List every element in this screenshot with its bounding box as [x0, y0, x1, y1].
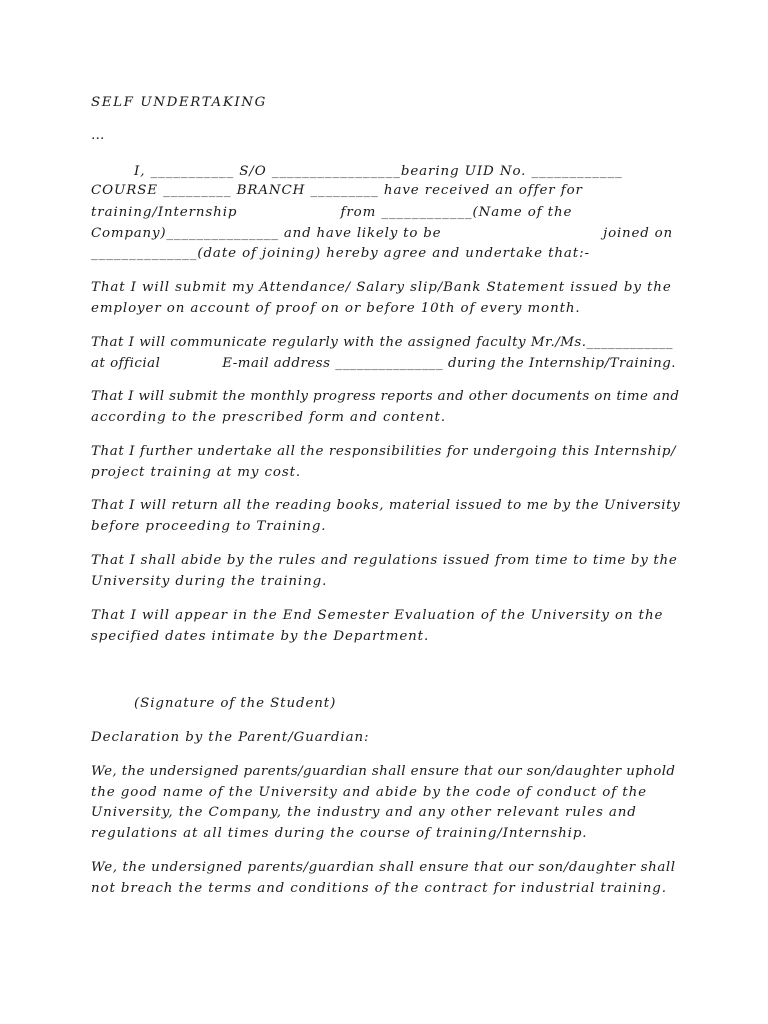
declaration-line: not breach the terms and conditions of the contract for industrial training. [91, 881, 667, 896]
intro-line: training/Internship from ____________(Name of the [91, 205, 573, 220]
clause-line: project training at my cost. [91, 465, 302, 480]
intro-line: I, ___________ S/O _________________bearing UID No. ____________ [134, 164, 623, 179]
clause-line: That I will communicate regularly with the assigned faculty Mr./Ms.____________ [91, 335, 673, 350]
clause-line: according to the prescribed form and content. [91, 410, 446, 425]
declaration-line: We, the undersigned parents/guardian shall ensure that our son/daughter uphold [91, 764, 676, 779]
document-title: SELF UNDERTAKING [91, 95, 267, 110]
clause-line: That I will appear in the End Semester Evaluation of the University on the [91, 608, 664, 623]
clause-line: specified dates intimate by the Department. [91, 629, 430, 644]
clause-line: That I will return all the reading books, material issued to me by the University [91, 498, 681, 513]
declaration-line: We, the undersigned parents/guardian shall ensure that our son/daughter shall [91, 860, 676, 875]
declaration-line: regulations at all times during the course of training/Internship. [91, 826, 588, 841]
clause-line: employer on account of proof on or before 10th of every month. [91, 301, 581, 316]
declaration-line: University, the Company, the industry and any other relevant rules and [91, 805, 637, 820]
intro-line: COURSE _________ BRANCH _________ have received an offer for [91, 183, 583, 198]
clause-line: That I further undertake all the responsibilities for undergoing this Internship/ [91, 444, 677, 459]
intro-line: Company)_______________ and have likely to be joined on [91, 226, 673, 241]
ellipsis-line: … [91, 128, 106, 143]
clause-line: at official E-mail address _______________ during the Internship/Training. [91, 356, 677, 371]
clause-line: That I will submit my Attendance/ Salary slip/Bank Statement issued by the [91, 280, 672, 295]
declaration-heading: Declaration by the Parent/Guardian: [91, 730, 370, 745]
intro-line: ______________(date of joining) hereby agree and undertake that:- [91, 246, 590, 261]
clause-line: before proceeding to Training. [91, 519, 327, 534]
clause-line: That I shall abide by the rules and regulations issued from time to time by the [91, 553, 678, 568]
clause-line: University during the training. [91, 574, 328, 589]
signature-label: (Signature of the Student) [134, 696, 337, 711]
clause-line: That I will submit the monthly progress reports and other documents on time and [91, 389, 680, 404]
declaration-line: the good name of the University and abide by the code of conduct of the [91, 785, 647, 800]
